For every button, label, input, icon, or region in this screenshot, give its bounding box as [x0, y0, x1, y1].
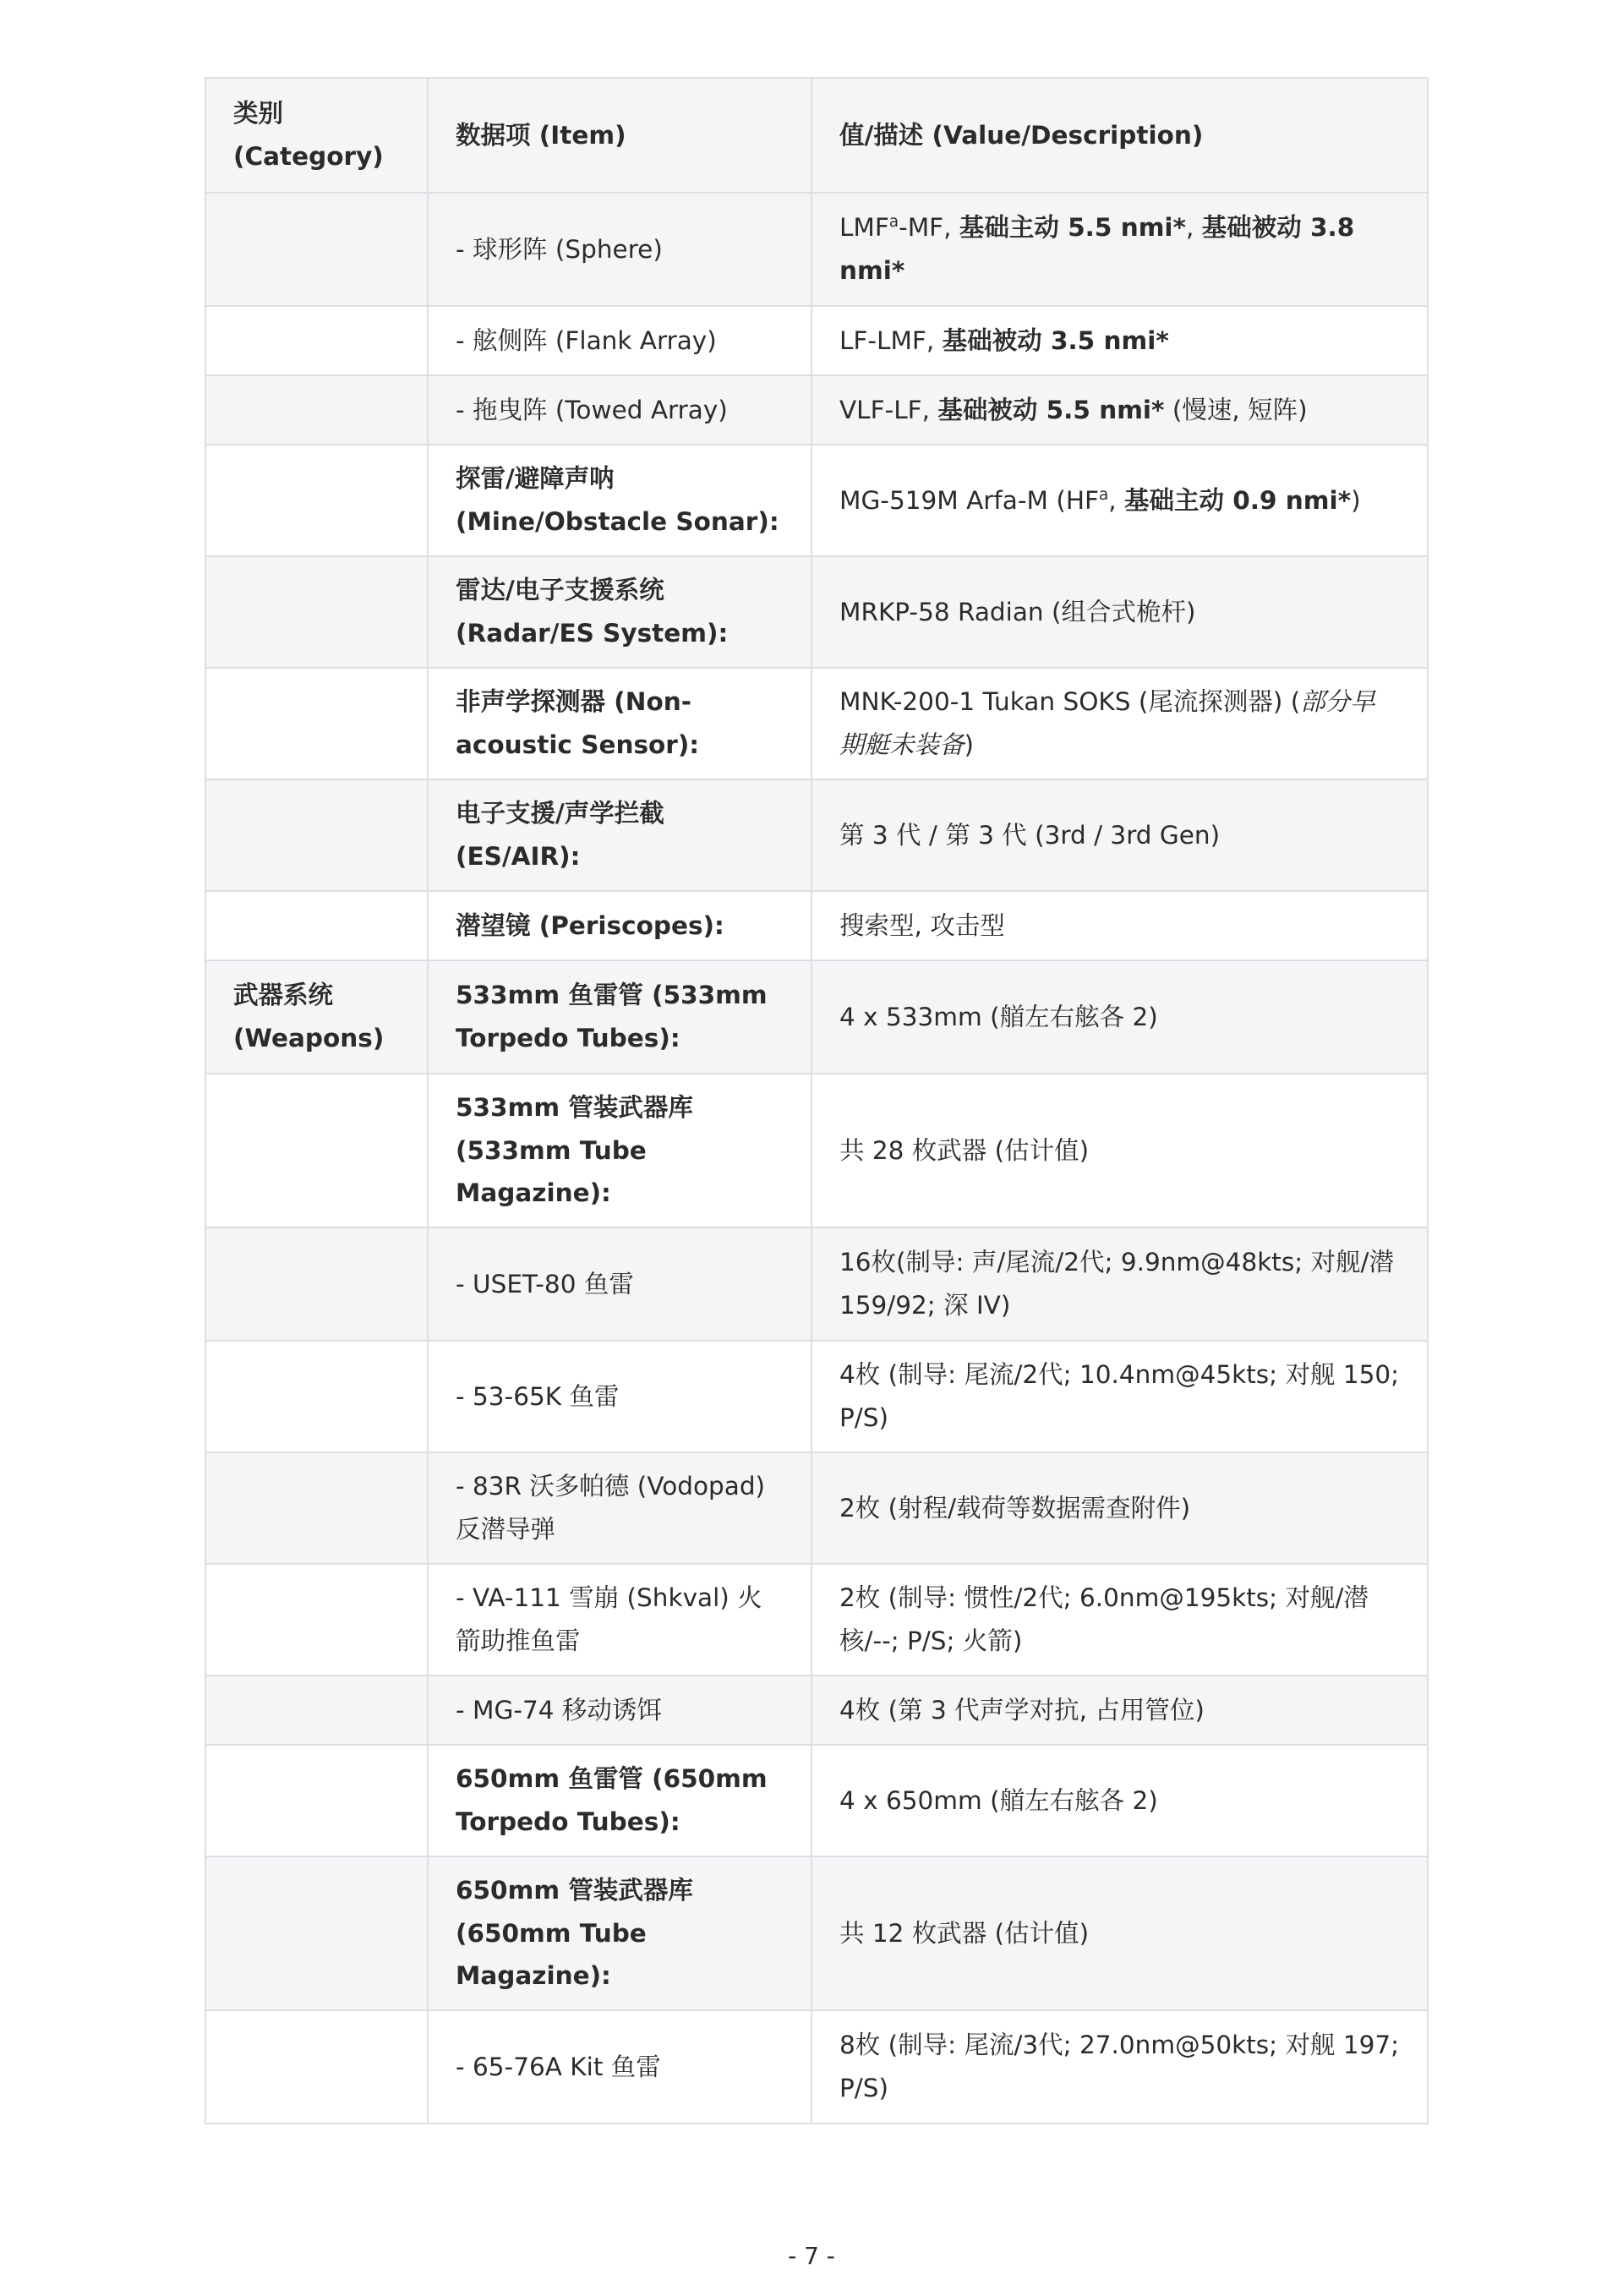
table-row: [205, 306, 1428, 375]
value-segment: ,: [1185, 213, 1202, 243]
cell-value: [812, 375, 1428, 445]
cell-category: [205, 1074, 428, 1227]
value-segment: ): [964, 730, 975, 759]
cell-category: [205, 1856, 428, 2010]
cell-item: 雷达/电子支援系统 (Radar/ES System):: [428, 556, 812, 668]
cell-category: [205, 668, 428, 779]
cell-value: [812, 1074, 1428, 1227]
cell-item: 650mm 管装武器库 (650mm Tube Magazine):: [428, 1856, 812, 2010]
cell-category: [205, 1676, 428, 1745]
cell-value: [812, 668, 1428, 779]
cell-category: [205, 1745, 428, 1856]
value-segment: 基础主动 5.5 nmi*: [959, 213, 1186, 243]
value-segment: (慢速, 短阵): [1164, 395, 1308, 424]
cell-item: - 拖曳阵 (Towed Array): [428, 375, 812, 445]
header-item: 数据项 (Item): [428, 78, 812, 193]
value-segment: MRKP-58 Radian (组合式桅杆): [839, 597, 1196, 626]
cell-value: [812, 306, 1428, 375]
value-segment: 基础被动 3.8 nmi*: [839, 213, 1355, 285]
cell-category: [205, 1341, 428, 1452]
cell-value: [812, 556, 1428, 668]
table-row: [205, 1341, 1428, 1452]
value-segment: 第 3 代 / 第 3 代 (3rd / 3rd Gen): [839, 820, 1221, 850]
cell-item: - 83R 沃多帕德 (Vodopad) 反潜导弹: [428, 1452, 812, 1564]
cell-item: 650mm 鱼雷管 (650mm Torpedo Tubes):: [428, 1745, 812, 1856]
value-segment: 2枚 (制导: 惯性/2代; 6.0nm@195kts; 对舰/潜 核/--; P/S; 火箭): [839, 1583, 1369, 1655]
value-segment: 2枚 (射程/载荷等数据需查附件): [839, 1493, 1191, 1522]
value-segment: 基础主动 0.9 nmi*: [1123, 485, 1352, 515]
table-row: [205, 1676, 1428, 1745]
value-segment: 基础被动 3.5 nmi*: [942, 325, 1169, 355]
cell-item: - MG-74 移动诱饵: [428, 1676, 812, 1745]
cell-value: [812, 1227, 1428, 1341]
value-segment: 共 12 枚武器 (估计值): [839, 1918, 1090, 1948]
cell-item: - USET-80 鱼雷: [428, 1227, 812, 1341]
cell-value: [812, 1745, 1428, 1856]
value-segment: 4枚 (第 3 代声学对抗, 占用管位): [839, 1695, 1205, 1725]
table-row: [205, 1452, 1428, 1564]
cell-item: - 球形阵 (Sphere): [428, 193, 812, 306]
table-row: [205, 375, 1428, 445]
cell-category: [205, 193, 428, 306]
value-segment: 基础被动 5.5 nmi*: [937, 395, 1165, 424]
value-segment: ,: [1108, 485, 1124, 515]
value-segment: 搜索型, 攻击型: [839, 910, 1005, 940]
cell-category: 武器系统 (Weapons): [205, 960, 428, 1074]
value-segment: 4 x 533mm (艏左右舷各 2): [839, 1002, 1158, 1031]
cell-item: 探雷/避障声呐 (Mine/Obstacle Sonar):: [428, 445, 812, 556]
value-segment: 4枚 (制导: 尾流/2代; 10.4nm@45kts; 对舰 150; P/S): [839, 1360, 1400, 1432]
value-segment: 4 x 650mm (艏左右舷各 2): [839, 1785, 1158, 1815]
cell-item: 533mm 管装武器库 (533mm Tube Magazine):: [428, 1074, 812, 1227]
value-segment: a: [1099, 485, 1109, 504]
cell-category: [205, 306, 428, 375]
cell-value: [812, 1564, 1428, 1676]
table-row: [205, 193, 1428, 306]
cell-value: [812, 960, 1428, 1074]
value-segment: ): [1351, 485, 1361, 515]
value-segment: 8枚 (制导: 尾流/3代; 27.0nm@50kts; 对舰 197; P/S): [839, 2031, 1400, 2102]
cell-category: [205, 556, 428, 668]
cell-value: [812, 193, 1428, 306]
table-row: [205, 779, 1428, 891]
cell-category: [205, 779, 428, 891]
table-body: [205, 193, 1428, 2124]
cell-category: [205, 2010, 428, 2124]
cell-value: [812, 779, 1428, 891]
cell-category: [205, 445, 428, 556]
table-row: [205, 891, 1428, 960]
cell-category: [205, 1227, 428, 1341]
value-segment: a: [888, 213, 899, 232]
cell-item: - 65-76A Kit 鱼雷: [428, 2010, 812, 2124]
cell-value: [812, 1341, 1428, 1452]
cell-value: [812, 891, 1428, 960]
header-value: 值/描述 (Value/Description): [812, 78, 1428, 193]
data-table: [205, 77, 1429, 2124]
header-category: 类别 (Category): [205, 78, 428, 193]
cell-item: 潜望镜 (Periscopes):: [428, 891, 812, 960]
table-row: [205, 1074, 1428, 1227]
table-row: [205, 445, 1428, 556]
value-segment: VLF-LF,: [839, 395, 938, 424]
cell-category: [205, 1452, 428, 1564]
table-header-row: [205, 78, 1428, 193]
cell-value: [812, 445, 1428, 556]
cell-item: 非声学探测器 (Non-acoustic Sensor):: [428, 668, 812, 779]
value-segment: 部分早期艇未装备: [839, 687, 1375, 759]
value-segment: 16枚(制导: 声/尾流/2代; 9.9nm@48kts; 对舰/潜 159/92; 深 IV): [839, 1248, 1394, 1320]
cell-value: [812, 2010, 1428, 2124]
cell-category: [205, 1564, 428, 1676]
table-row: [205, 668, 1428, 779]
cell-value: [812, 1452, 1428, 1564]
cell-item: 电子支援/声学拦截 (ES/AIR):: [428, 779, 812, 891]
cell-item: - VA-111 雪崩 (Shkval) 火箭助推鱼雷: [428, 1564, 812, 1676]
value-segment: 共 28 枚武器 (估计值): [839, 1135, 1090, 1165]
cell-item: - 舷侧阵 (Flank Array): [428, 306, 812, 375]
table-row: [205, 2010, 1428, 2124]
value-segment: -MF,: [899, 213, 959, 243]
cell-item: 533mm 鱼雷管 (533mm Torpedo Tubes):: [428, 960, 812, 1074]
table-row: [205, 1745, 1428, 1856]
value-segment: MG-519M Arfa-M (HF: [839, 485, 1099, 515]
cell-value: [812, 1856, 1428, 2010]
table-row: [205, 1227, 1428, 1341]
value-segment: LMF: [839, 213, 889, 243]
cell-value: [812, 1676, 1428, 1745]
value-segment: MNK-200-1 Tukan SOKS (尾流探测器) (: [839, 687, 1301, 717]
table-row: [205, 1856, 1428, 2010]
table-row: [205, 960, 1428, 1074]
cell-item: - 53-65K 鱼雷: [428, 1341, 812, 1452]
page-number: - 7 -: [788, 2242, 835, 2270]
cell-category: [205, 375, 428, 445]
table-row: [205, 1564, 1428, 1676]
cell-category: [205, 891, 428, 960]
value-segment: LF-LMF,: [839, 325, 943, 355]
table-row: [205, 556, 1428, 668]
